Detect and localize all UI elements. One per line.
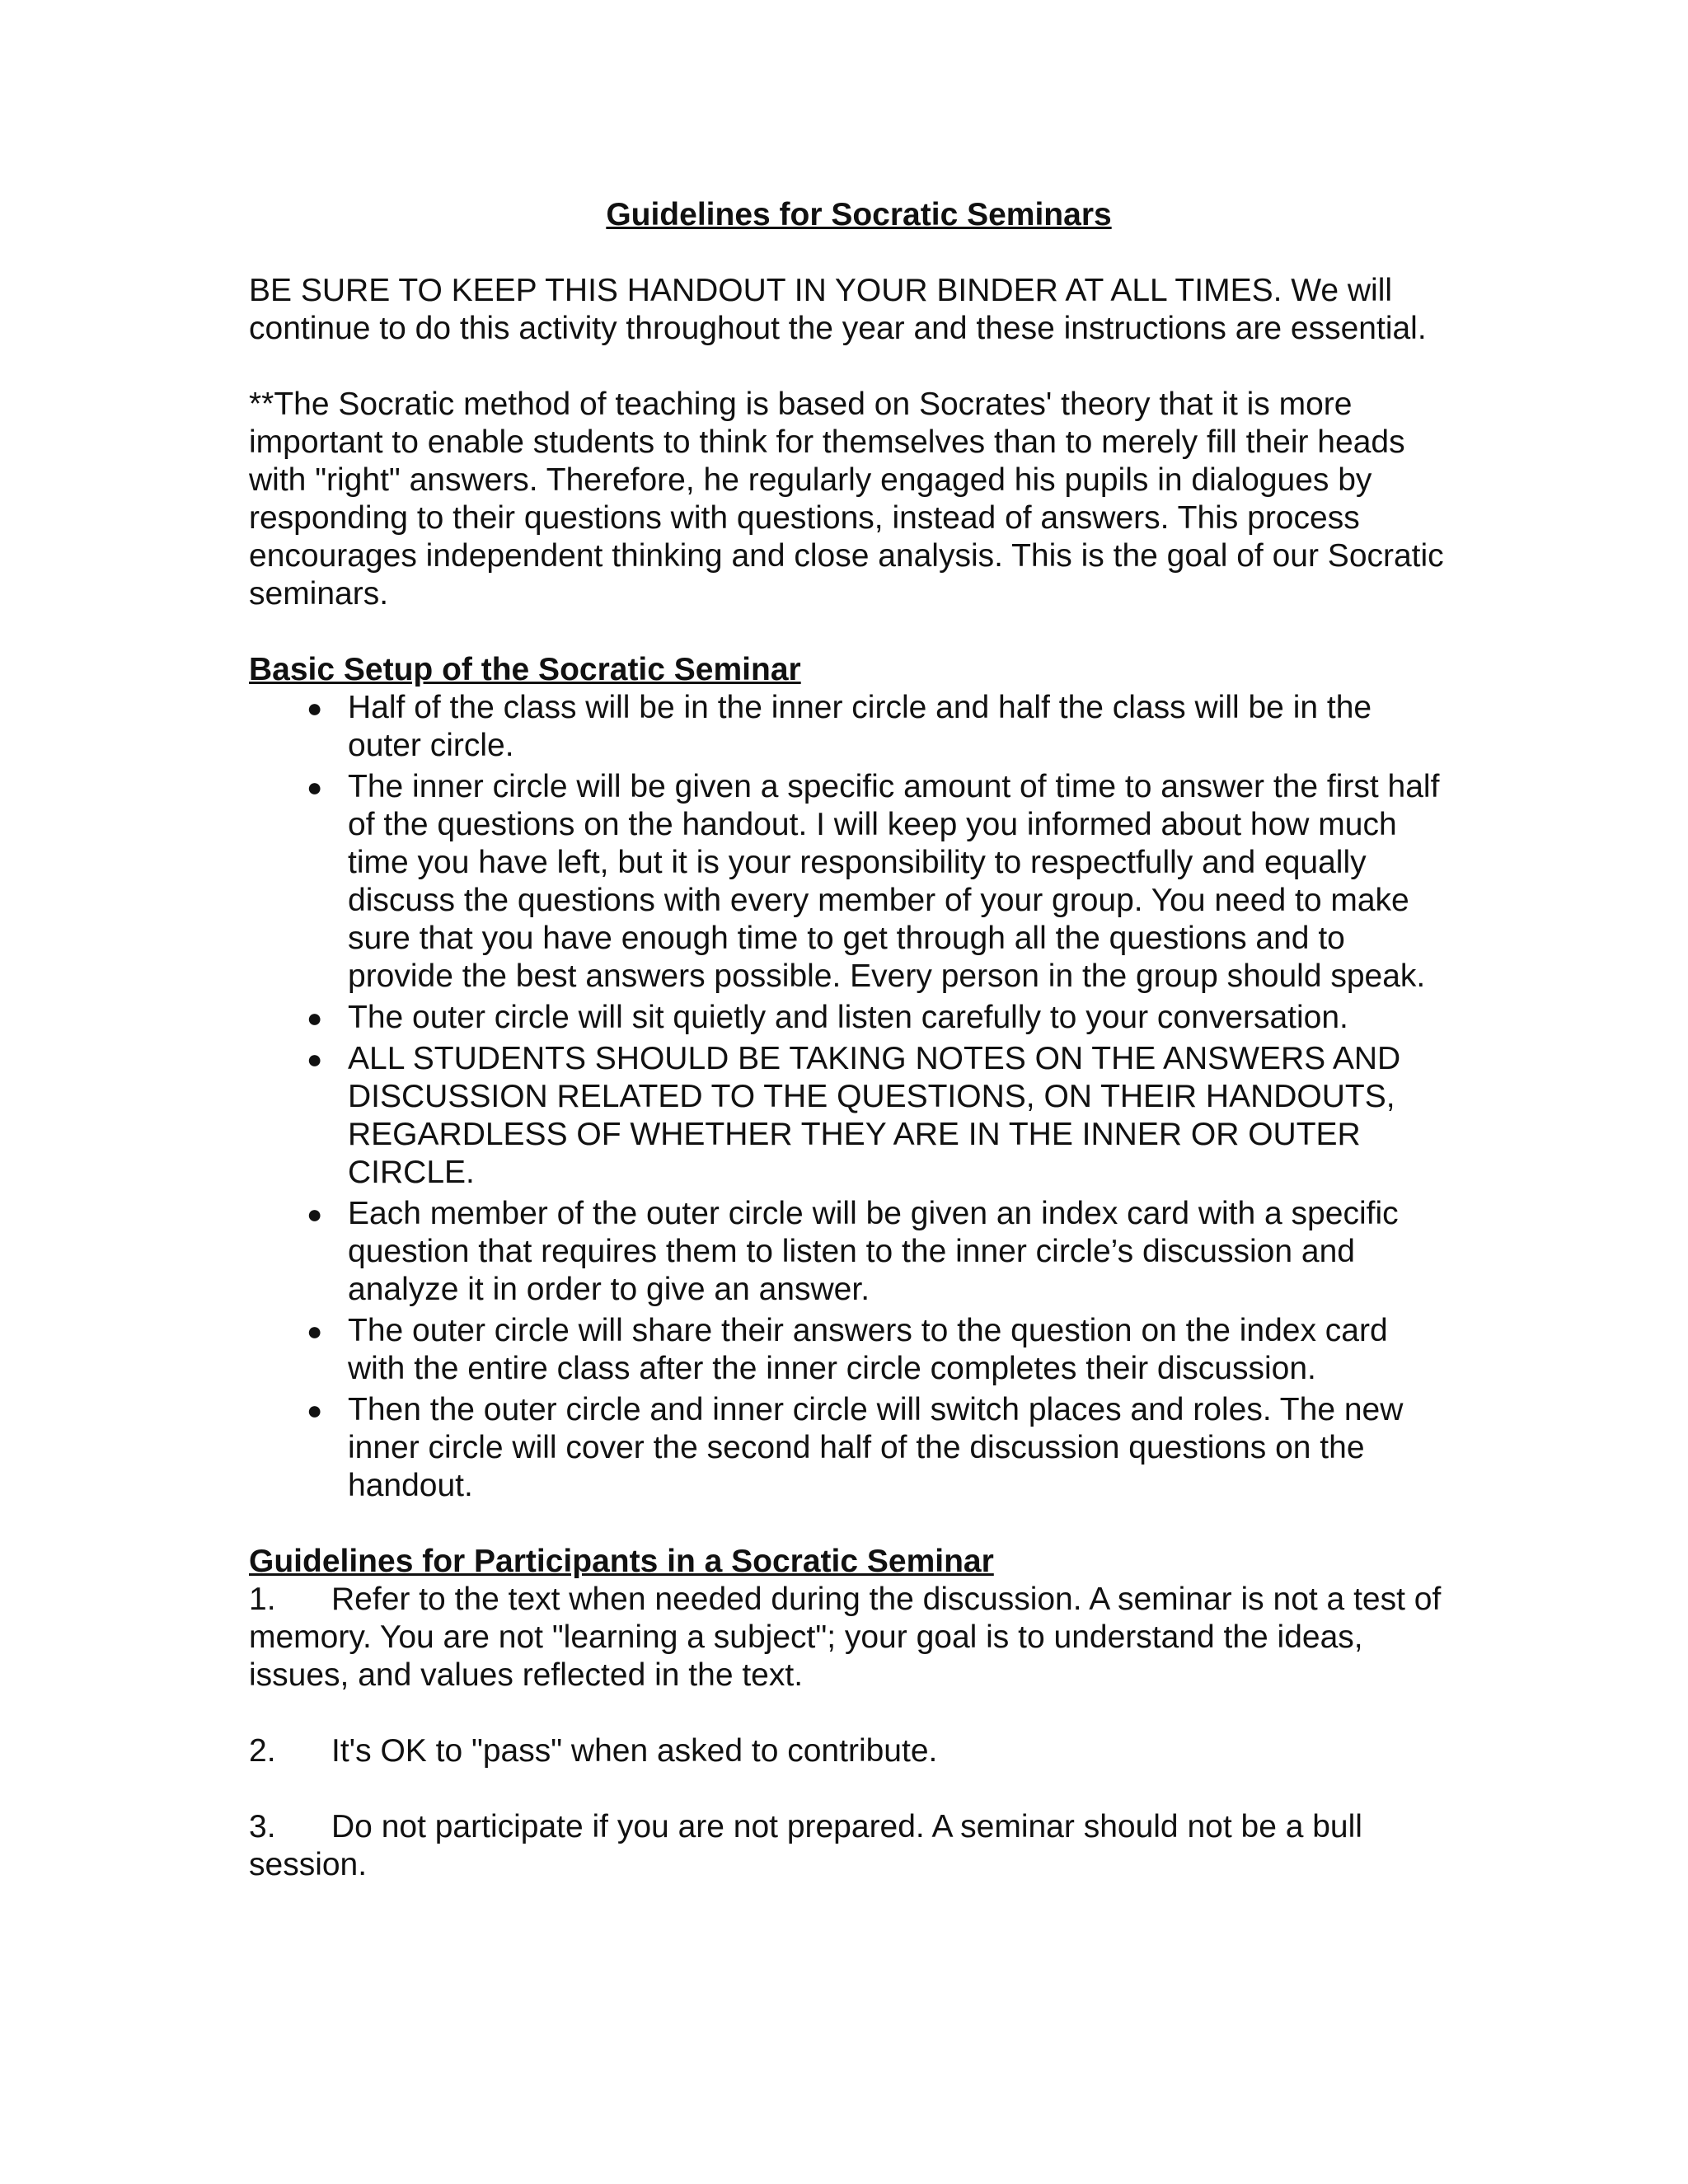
bullet-item — [249, 1312, 1444, 1388]
bullet-item — [249, 689, 1444, 765]
item-number: 1. — [249, 1582, 276, 1617]
bullet-text: Half of the class will be in the inner circle and half the class will be in the outer circle. — [348, 690, 1372, 763]
item-number: 3. — [249, 1809, 276, 1844]
item-text: Refer to the text when needed during the discussion. A seminar is not a test of memory. You are not "learning a subject"; your goal is to understand the ideas, issues, and values reflected in the text. — [249, 1582, 1442, 1693]
document-body — [249, 196, 1444, 1922]
participants-heading: Guidelines for Participants in a Socratic Seminar — [249, 1544, 994, 1579]
bullet-text: Each member of the outer circle will be given an index card with a specific question that requires them to listen to the inner circle’s discussion and analyze it in order to give an answer. — [348, 1196, 1399, 1307]
bullet-icon: ● — [307, 1003, 323, 1033]
method-paragraph: **The Socratic method of teaching is based on Socrates' theory that it is more important to enable students to think for themselves than to merely fill their heads with "right" answers. Therefore, he regularly engaged his pupils in dialogues by responding to their questions with questions, instead of answers. This process encourages independent thinking and close analysis. This is the goal of our Socratic seminars. — [249, 387, 1444, 612]
setup-bullet-list — [249, 689, 1444, 1505]
bullet-item — [249, 768, 1444, 996]
bullet-item — [249, 1391, 1444, 1505]
bullet-icon: ● — [307, 1395, 323, 1425]
bullet-icon: ● — [307, 1044, 323, 1074]
bullet-item — [249, 1195, 1444, 1309]
page-title: Guidelines for Socratic Seminars — [606, 197, 1112, 232]
bullet-text: The outer circle will sit quietly and listen carefully to your conversation. — [348, 1000, 1348, 1035]
item-text: It's OK to "pass" when asked to contribute. — [331, 1733, 938, 1769]
bullet-text: The inner circle will be given a specific amount of time to answer the first half of the questions on the handout. I will keep you informed about how much time you have left, but it is your responsibility to respectfully and equally discuss the questions with every member of your group. You need to make sure that you have enough time to get through all the questions and to provide the best answers possible. Every person in the group should speak. — [348, 769, 1440, 994]
intro-paragraph: BE SURE TO KEEP THIS HANDOUT IN YOUR BINDER AT ALL TIMES. We will continue to do this activity throughout the year and these instructions are essential. — [249, 273, 1427, 346]
bullet-item — [249, 999, 1444, 1037]
item-number: 2. — [249, 1733, 276, 1769]
numbered-item — [249, 1581, 1444, 1694]
bullet-icon: ● — [307, 1199, 323, 1229]
bullet-text: Then the outer circle and inner circle will switch places and roles. The new inner circle will cover the second half of the discussion questions on the handout. — [348, 1392, 1404, 1503]
item-text: Do not participate if you are not prepared. A seminar should not be a bull session. — [249, 1809, 1362, 1882]
bullet-icon: ● — [307, 1316, 323, 1346]
numbered-item — [249, 1732, 1444, 1770]
bullet-item — [249, 1040, 1444, 1192]
bullet-text: ALL STUDENTS SHOULD BE TAKING NOTES ON THE ANSWERS AND DISCUSSION RELATED TO THE QUESTIONS, ON THEIR HANDOUTS, REGARDLESS OF WHETHER THEY ARE IN THE INNER OR OUTER CIRCLE. — [348, 1041, 1401, 1190]
setup-heading: Basic Setup of the Socratic Seminar — [249, 652, 801, 687]
bullet-text: The outer circle will share their answers to the question on the index card with the entire class after the inner circle completes their discussion. — [348, 1313, 1388, 1386]
bullet-icon: ● — [307, 693, 323, 723]
bullet-icon: ● — [307, 772, 323, 802]
numbered-item — [249, 1808, 1444, 1884]
